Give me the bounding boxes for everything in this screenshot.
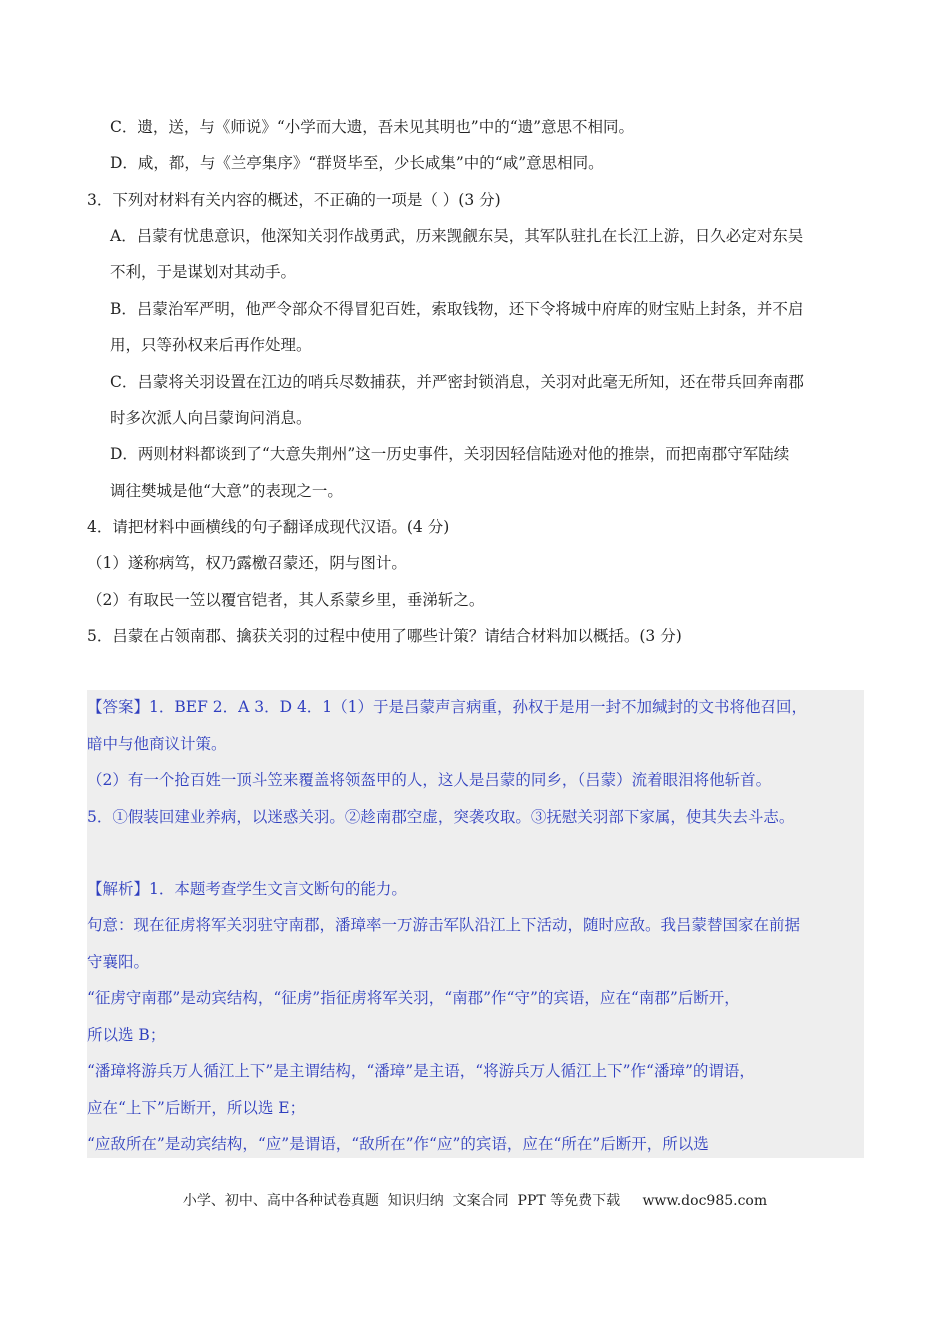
question-4-item-1: （1）遂称病笃，权乃露檄召蒙还，阴与图计。 (87, 554, 407, 572)
analysis-line-2: 句意：现在征虏将军关羽驻守南郡，潘璋率一万游击军队沿江上下活动，随时应敌。我吕蒙替国家在前据 (87, 916, 801, 934)
question-3-option-a-line2: 不利，于是谋划对其动手。 (110, 263, 297, 281)
question-5-stem: 5．吕蒙在占领南郡、擒获关羽的过程中使用了哪些计策？请结合材料加以概括。(3 分) (87, 627, 682, 645)
question-3-option-b-line1: B．吕蒙治军严明，他严令部众不得冒犯百姓，索取钱物，还下令将城中府库的财宝贴上封条，并不启 (110, 300, 804, 318)
page-footer: 小学、初中、高中各种试卷真题 知识归纳 文案合同 PPT 等免费下载 www.doc985.com (182, 1193, 768, 1209)
question-3-option-c-line1: C．吕蒙将关羽设置在江边的哨兵尽数捕获，并严密封锁消息，关羽对此毫无所知，还在带兵回奔南郡 (110, 373, 804, 391)
analysis-line-1: 【解析】1．本题考查学生文言文断句的能力。 (87, 880, 407, 898)
analysis-line-5: 所以选 B； (87, 1026, 166, 1044)
answer-line-3: （2）有一个抢百姓一顶斗笠来覆盖将领盔甲的人，这人是吕蒙的同乡，（吕蒙）流着眼泪将他斩首。 (87, 771, 772, 789)
question-3-option-c-line2: 时多次派人向吕蒙询问消息。 (110, 409, 312, 427)
analysis-line-8: “应敌所在”是动宾结构，“应”是谓语，“敌所在”作“应”的宾语，应在“所在”后断开，所以选 (87, 1135, 709, 1153)
analysis-line-7: 应在“上下”后断开，所以选 E； (87, 1099, 306, 1117)
analysis-line-6: “潘璋将游兵万人循江上下”是主谓结构，“潘璋”是主语，“将游兵万人循江上下”作“潘璋”的谓语， (87, 1062, 755, 1080)
question-4-stem: 4．请把材料中画横线的句子翻译成现代汉语。(4 分) (87, 518, 450, 536)
question-3-option-d-line1: D．两则材料都谈到了“大意失荆州”这一历史事件，关羽因轻信陆逊对他的推崇，而把南郡守军陆续 (110, 445, 790, 463)
question-2-option-c: C．遗，送，与《师说》“小学而大遗，吾未见其明也”中的“遗”意思不相同。 (110, 118, 635, 136)
answer-line-4: 5．①假装回建业养病，以迷惑关羽。②趁南郡空虚，突袭攻取。③抚慰关羽部下家属，使其失去斗志。 (87, 808, 795, 826)
answer-line-2: 暗中与他商议计策。 (87, 735, 227, 753)
question-2-option-d: D．咸，都，与《兰亭集序》“群贤毕至，少长咸集”中的“咸”意思相同。 (110, 154, 604, 172)
answer-line-1: 【答案】1．BEF 2．A 3．D 4．1（1）于是吕蒙声言病重，孙权于是用一封不加缄封的文书将他召回， (87, 698, 808, 716)
question-4-item-2: （2）有取民一笠以覆官铠者，其人系蒙乡里，垂涕斩之。 (87, 591, 485, 609)
analysis-line-3: 守襄阳。 (87, 953, 150, 971)
question-3-option-d-line2: 调往樊城是他“大意”的表现之一。 (110, 482, 343, 500)
question-3-option-a-line1: A．吕蒙有忧患意识，他深知关羽作战勇武，历来觊觎东吴，其军队驻扎在长江上游，日久必定对东吴 (110, 227, 804, 245)
question-3-stem: 3．下列对材料有关内容的概述，不正确的一项是（ ）(3 分) (87, 191, 501, 209)
question-3-option-b-line2: 用，只等孙权来后再作处理。 (110, 336, 312, 354)
analysis-line-4: “征虏守南郡”是动宾结构，“征虏”指征虏将军关羽，“南郡”作“守”的宾语，应在“南郡”后断开， (87, 989, 740, 1007)
